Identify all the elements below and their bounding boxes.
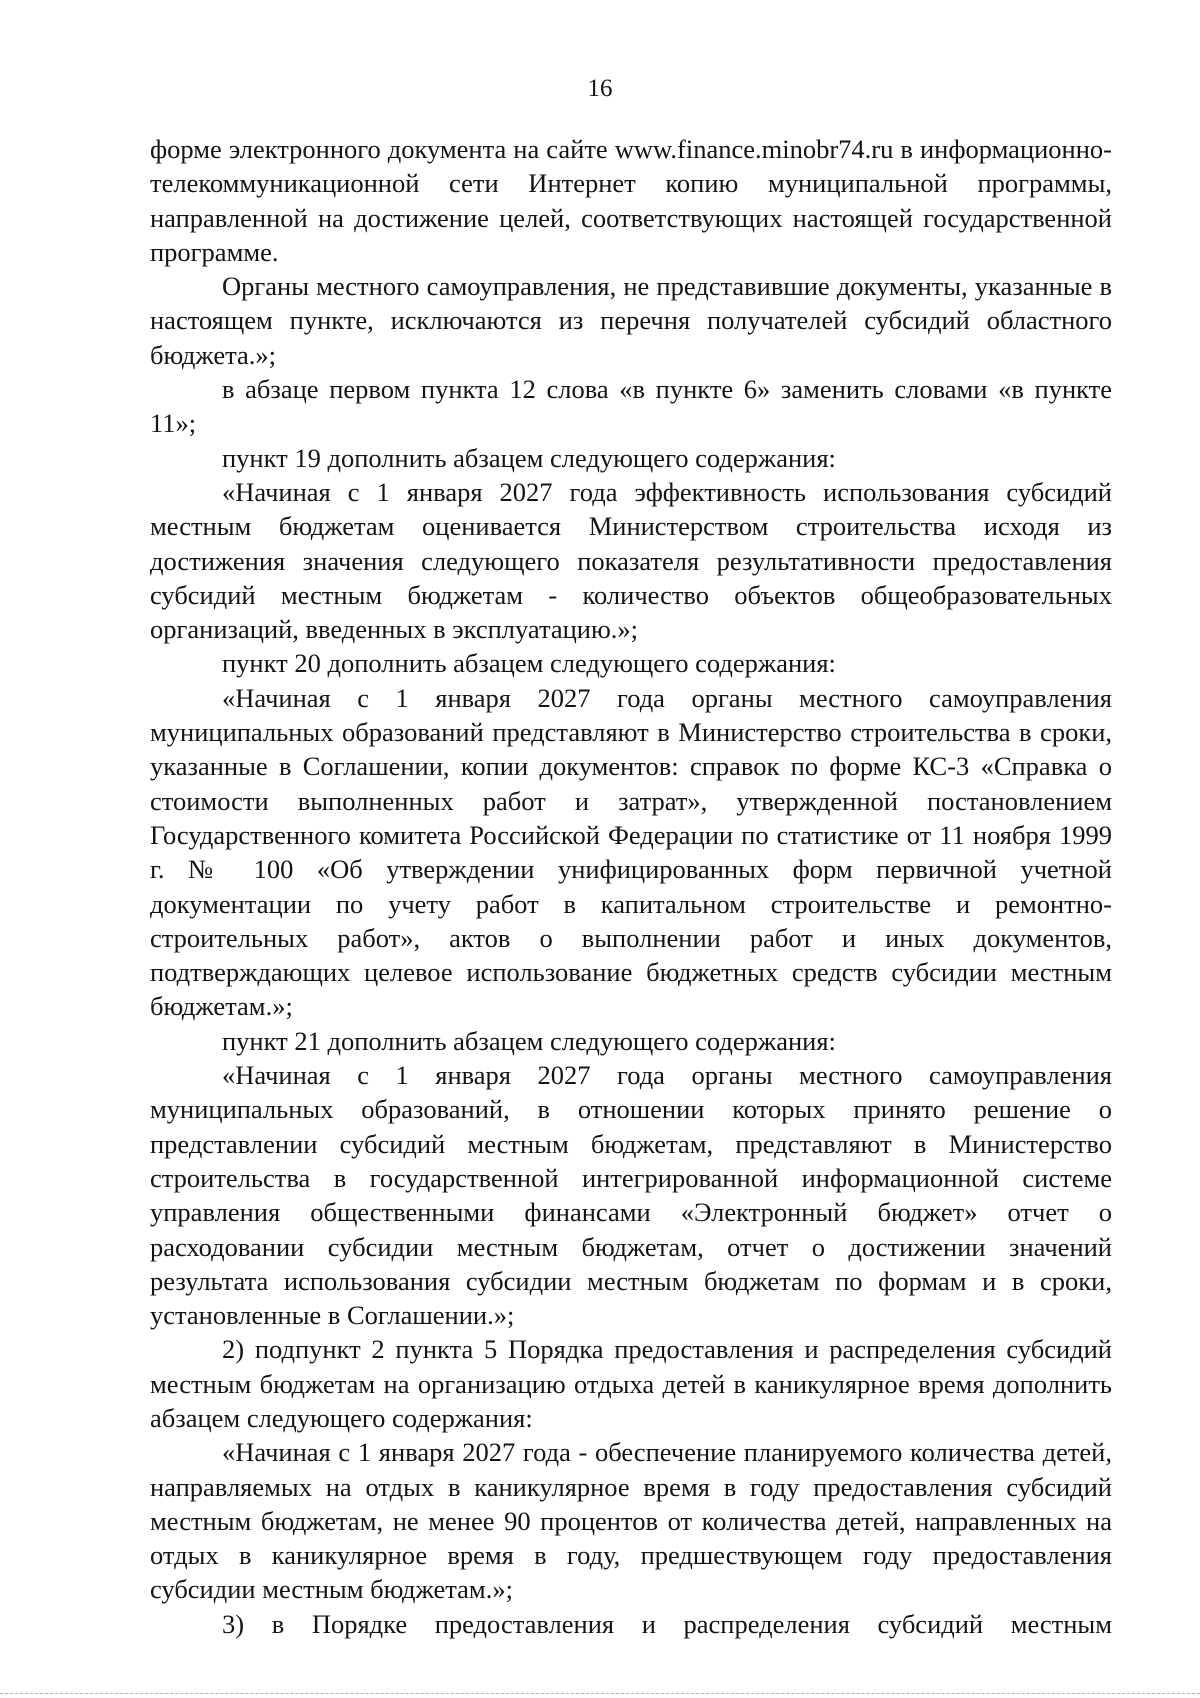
scan-edge-line — [0, 1693, 1200, 1694]
page-number: 16 — [587, 75, 613, 102]
paragraph-7: «Начиная с 1 января 2027 года органы местного самоуправления муниципальных образований представляют в Министерство строительства в сроки, указанные в Соглашении, копии документов: справок по форме КС-3 «Справка о стоимости выполненных работ и затрат», утвержденной постановлением Государственного комитета Российской Федерации по статистике от 11 ноября 1999 г. № 100 «Об утверждении унифицированных форм первичной учетной документации по учету работ в капитальном строительстве и ремонтно-строительных работ», актов о выполнении работ и иных документов, подтверждающих целевое использование бюджетных средств субсидии местным бюджетам.»; — [150, 682, 1112, 1022]
paragraph-10: 2) подпункт 2 пункта 5 Порядка предоставления и распределения субсидий местным бюджетам на организацию отдыха детей в каникулярное время дополнить абзацем следующего содержания: — [150, 1334, 1112, 1433]
paragraph-11: «Начиная с 1 января 2027 года - обеспечение планируемого количества детей, направляемых на отдых в каникулярное время в году предоставления субсидий местным бюджетам, не менее 90 процентов от количества детей, направленных на отдых в каникулярное время в году, предшествующем году предоставления субсидии местным бюджетам.»; — [150, 1437, 1112, 1605]
paragraph-9: «Начиная с 1 января 2027 года органы местного самоуправления муниципальных образований, в отношении которых принято решение о представлении субсидий местным бюджетам, представляют в Министерство строительства в государственной интегрированной информационной системе управления общественными финансами «Электронный бюджет» отчет о расходовании субсидии местным бюджетам, отчет о достижении значений результата использования субсидии местным бюджетам по формам и в сроки, установленные в Соглашении.»; — [150, 1060, 1112, 1331]
paragraph-1: форме электронного документа на сайте www.finance.minobr74.ru в информационно-телекоммуникационной сети Интернет копию муниципальной программы, направленной на достижение целей, соответствующих настоящей государственной программе. — [150, 134, 1112, 267]
paragraph-12: 3) в Порядке предоставления и распределения субсидий местным — [222, 1608, 1112, 1639]
paragraph-2: Органы местного самоуправления, не представившие документы, указанные в настоящем пункте, исключаются из перечня получателей субсидий областного бюджета.»; — [150, 271, 1112, 370]
document-body — [150, 132, 1112, 1641]
paragraph-6: пункт 20 дополнить абзацем следующего содержания: — [222, 648, 836, 679]
paragraph-8: пункт 21 дополнить абзацем следующего содержания: — [222, 1025, 836, 1056]
paragraph-3: в абзаце первом пункта 12 слова «в пункте 6» заменить словами «в пункте 11»; — [150, 374, 1112, 439]
paragraph-5: «Начиная с 1 января 2027 года эффективность использования субсидий местным бюджетам оценивается Министерством строительства исходя из достижения значения следующего показателя результативности предоставления субсидий местным бюджетам - количество объектов общеобразовательных организаций, введенных в эксплуатацию.»; — [150, 476, 1112, 645]
paragraph-4: пункт 19 дополнить абзацем следующего содержания: — [222, 442, 836, 473]
